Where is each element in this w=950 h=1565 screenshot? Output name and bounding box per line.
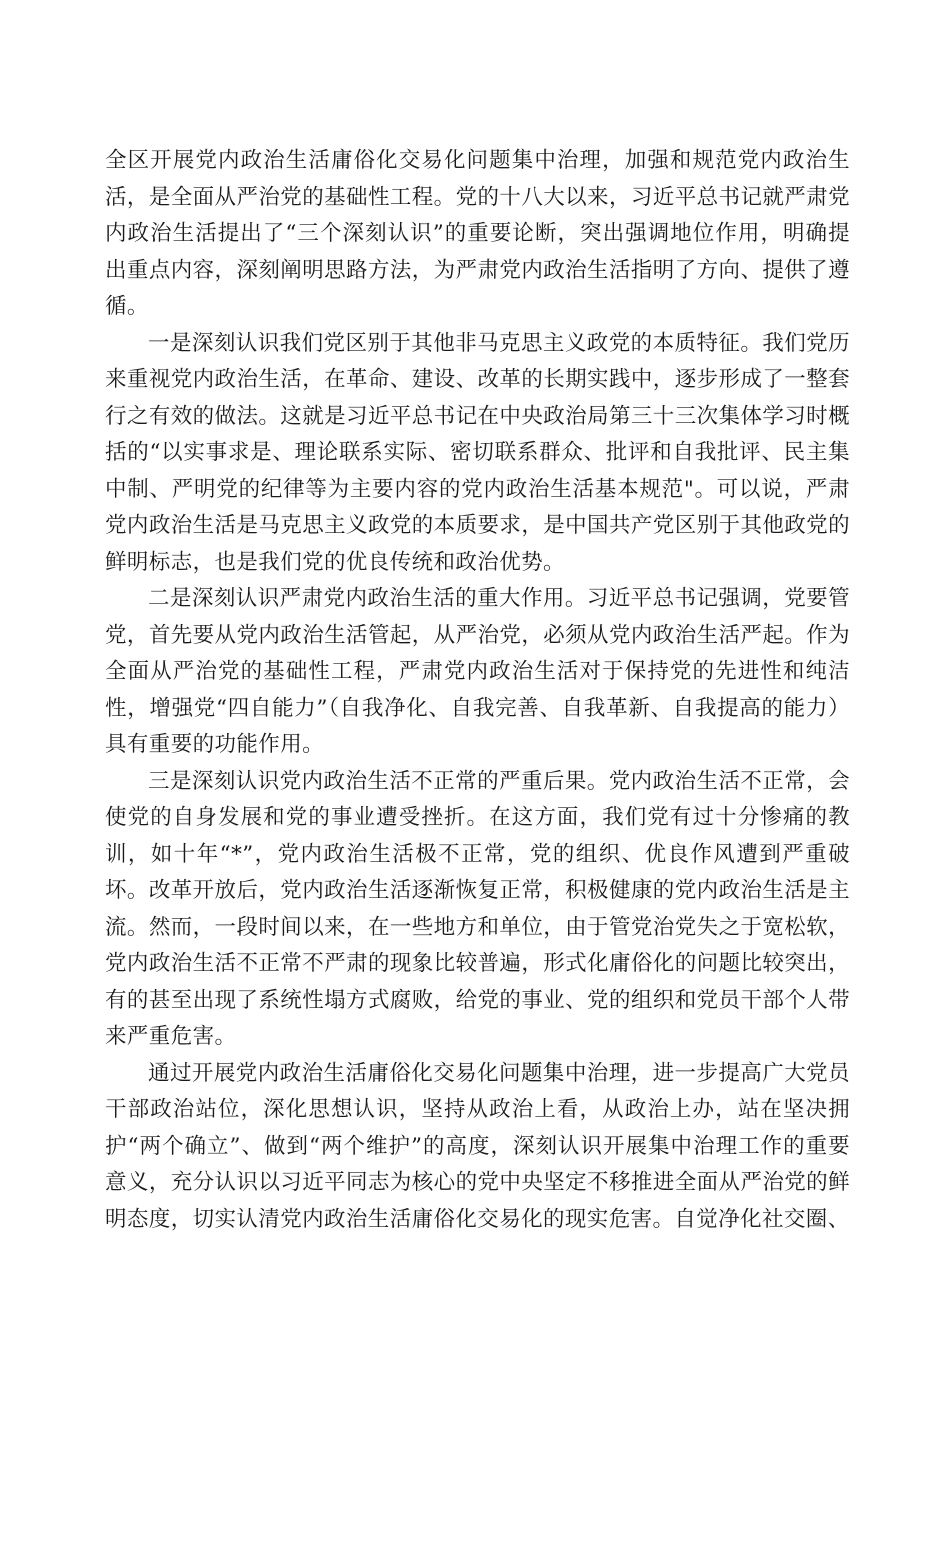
- paragraph-point-three: 三是深刻认识党内政治生活不正常的严重后果。党内政治生活不正常，会使党的自身发展和党的事业遭受挫折。在这方面，我们党有过十分惨痛的教训，如十年“*”，党内政治生活极不正常，党的组织、优良作风遭到严重破坏。改革开放后，党内政治生活逐渐恢复正常，积极健康的党内政治生活是主流。然而，一段时间以来，在一些地方和单位，由于管党治党失之于宽松软，党内政治生活不正常不严肃的现象比较普遍，形式化庸俗化的问题比较突出，有的甚至出现了系统性塌方式腐败，给党的事业、党的组织和党员干部个人带来严重危害。: [105, 768, 850, 1049]
- document-body: [105, 143, 850, 1238]
- paragraph-point-two: 二是深刻认识严肃党内政治生活的重大作用。习近平总书记强调，党要管党，首先要从党内政治生活管起，从严治党，必须从党内政治生活严起。作为全面从严治党的基础性工程，严肃党内政治生活对于保持党的先进性和纯洁性，增强党“四自能力”（自我净化、自我完善、自我革新、自我提高的能力）具有重要的功能作用。: [105, 586, 850, 757]
- paragraph-conclusion: 通过开展党内政治生活庸俗化交易化问题集中治理，进一步提高广大党员干部政治站位，深化思想认识，坚持从政治上看，从政治上办，站在坚决拥护“两个确立”、做到“两个维护”的高度，深刻认识开展集中治理工作的重要意义，充分认识以习近平同志为核心的党中央坚定不移推进全面从严治党的鲜明态度，切实认清党内政治生活庸俗化交易化的现实危害。自觉净化社交圈、: [105, 1060, 850, 1232]
- paragraph-point-one: 一是深刻认识我们党区别于其他非马克思主义政党的本质特征。我们党历来重视党内政治生活，在革命、建设、改革的长期实践中，逐步形成了一整套行之有效的做法。这就是习近平总书记在中央政治局第三十三次集体学习时概括的“以实事求是、理论联系实际、密切联系群众、批评和自我批评、民主集中制、严明党的纪律等为主要内容的党内政治生活基本规范"。可以说，严肃党内政治生活是马克思主义政党的本质要求，是中国共产党区别于其他政党的鲜明标志，也是我们党的优良传统和政治优势。: [105, 330, 850, 575]
- paragraph-intro: 全区开展党内政治生活庸俗化交易化问题集中治理，加强和规范党内政治生活，是全面从严治党的基础性工程。党的十八大以来，习近平总书记就严肃党内政治生活提出了“三个深刻认识”的重要论断，突出强调地位作用，明确提出重点内容，深刻阐明思路方法，为严肃党内政治生活指明了方向、提供了遵循。: [105, 148, 850, 319]
